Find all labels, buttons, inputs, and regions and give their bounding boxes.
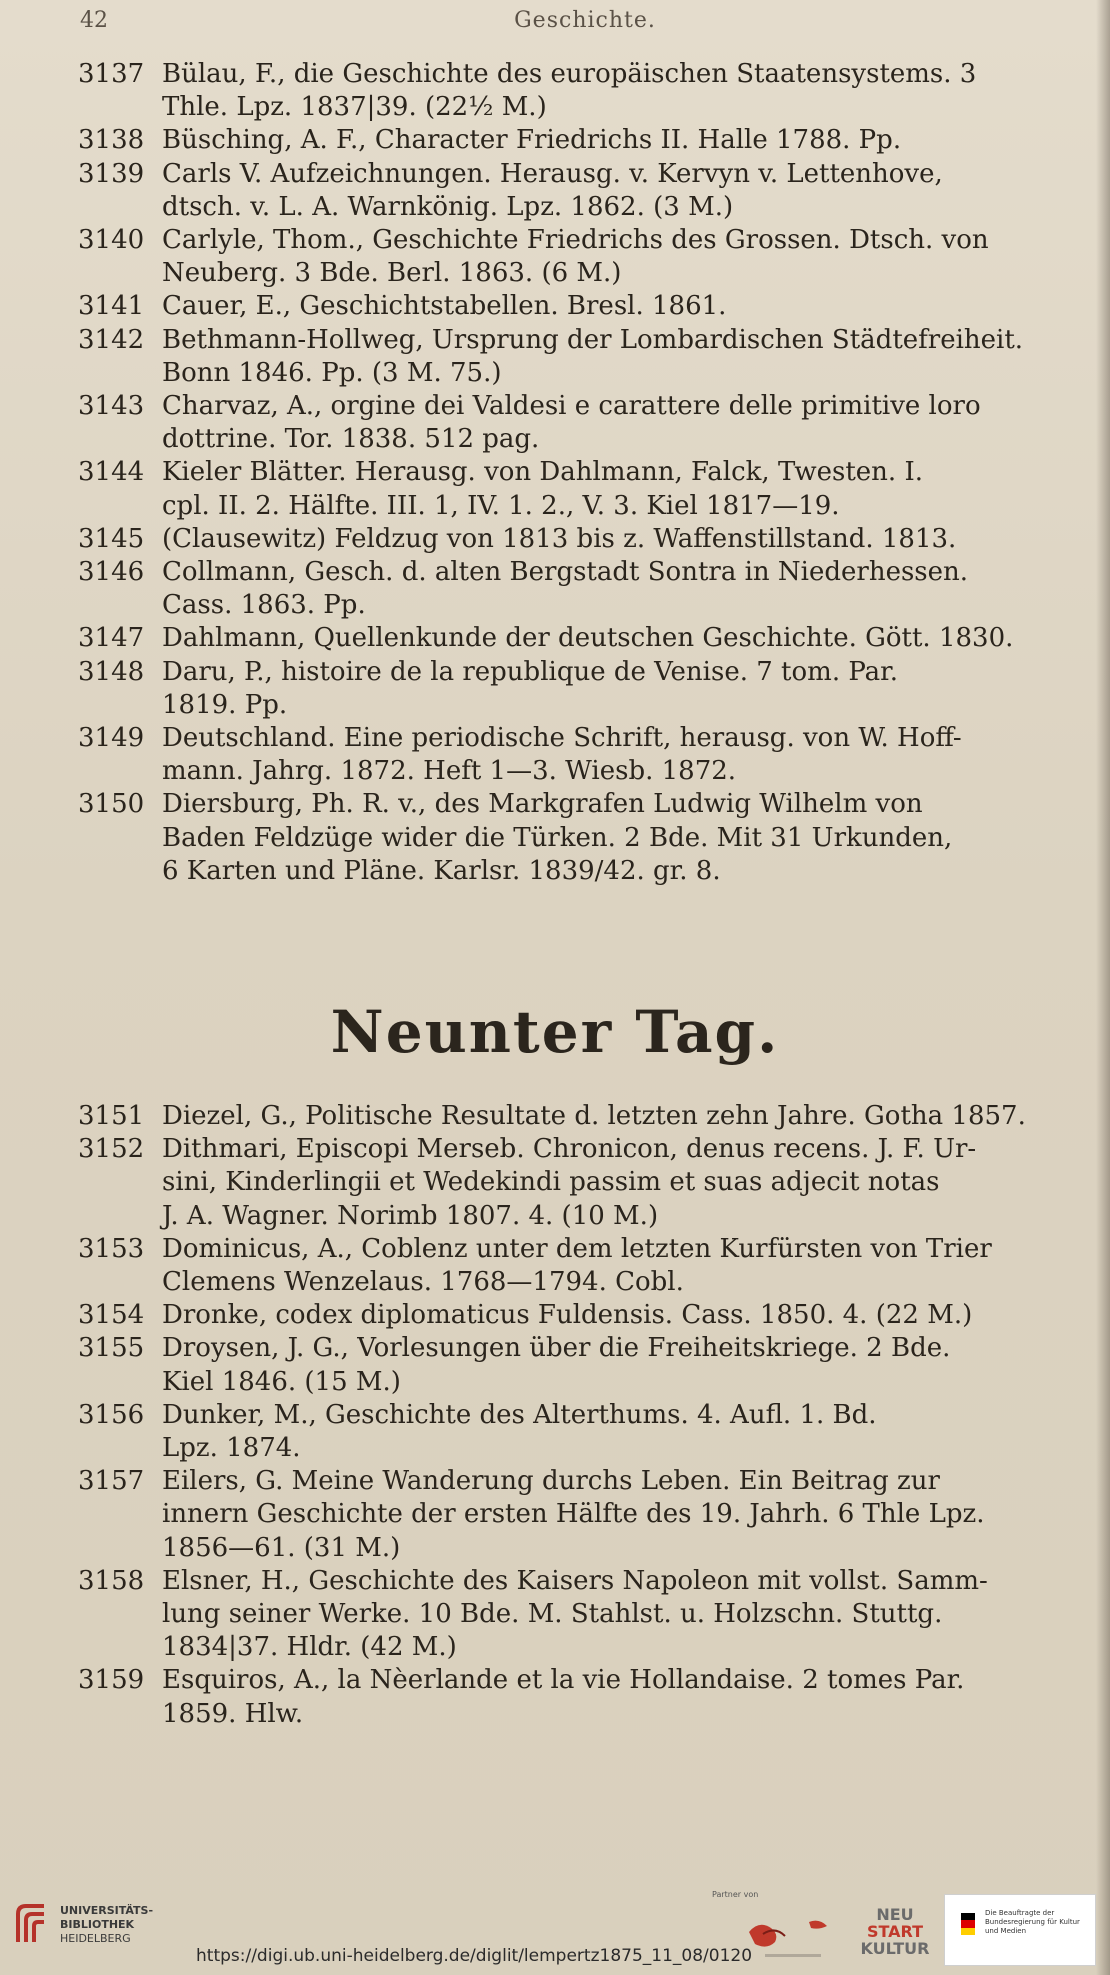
catalog-entry <box>78 1100 1088 1133</box>
german-flag-icon <box>961 1913 975 1935</box>
catalog-entry <box>78 656 1088 722</box>
section-heading: Neunter Tag. <box>330 998 780 1066</box>
entry-text: (Clausewitz) Feldzug von 1813 bis z. Waffenstillstand. 1813. <box>162 523 957 554</box>
entry-text: Carlyle, Thom., Geschichte Friedrichs des Grossen. Dtsch. von Neuberg. 3 Bde. Berl. 1863. (6 M.) <box>162 225 989 289</box>
catalog-entry <box>78 456 1088 522</box>
federal-government-logo <box>944 1894 1096 1966</box>
entry-text: Charvaz, A., orgine dei Valdesi e carattere delle primitive loro dottrine. Tor. 1838. 512 pag. <box>162 391 981 455</box>
entry-number: 3157 <box>78 1466 145 1497</box>
catalog-entry <box>78 722 1088 788</box>
entry-text: Daru, P., histoire de la republique de Venise. 7 tom. Par. 1819. Pp. <box>162 656 899 720</box>
entry-number: 3149 <box>78 723 145 754</box>
entry-number: 3142 <box>78 324 145 355</box>
catalog-entry <box>78 158 1088 224</box>
entry-number: 3137 <box>78 59 145 89</box>
entry-text: Büsching, A. F., Character Friedrichs II. Halle 1788. Pp. <box>162 125 902 156</box>
source-url: https://digi.ub.uni-heidelberg.de/diglit/lempertz1875_11_08/0120 <box>196 1946 753 1966</box>
entry-number: 3159 <box>78 1665 145 1696</box>
catalog-entry <box>78 788 1088 888</box>
catalog-entry <box>78 224 1088 290</box>
catalog-entry <box>78 1299 1088 1332</box>
entry-text: Bülau, F., die Geschichte des europäischen Staatensystems. 3 Thle. Lpz. 1837|39. (22½ M.) <box>162 59 977 123</box>
catalog-entry <box>78 124 1088 157</box>
catalog-entry <box>78 523 1088 556</box>
catalog-entry <box>78 1465 1088 1565</box>
catalog-entry <box>78 622 1088 655</box>
catalog-entry <box>78 58 1088 124</box>
entry-number: 3144 <box>78 457 145 488</box>
entry-number: 3147 <box>78 623 145 654</box>
catalog-entry <box>78 1399 1088 1465</box>
entry-number: 3143 <box>78 391 145 422</box>
entry-number: 3145 <box>78 523 145 554</box>
catalog-entries-part-2 <box>78 1100 1088 1731</box>
entry-text: Bethmann-Hollweg, Ursprung der Lombardischen Städtefreiheit. Bonn 1846. Pp. (3 M. 75.) <box>162 324 1024 388</box>
partner-label: Partner von <box>712 1890 759 1899</box>
entry-text: Diersburg, Ph. R. v., des Markgrafen Ludwig Wilhelm von Baden Feldzüge wider die Türken. 2 Bde. Mit 31 Urkunden, 6 Karten und Pläne. Karlsr. 1839/42. gr. 8. <box>162 789 953 886</box>
entry-text: Droysen, J. G., Vorlesungen über die Freiheitskriege. 2 Bde. Kiel 1846. (15 M.) <box>162 1333 951 1397</box>
entry-number: 3148 <box>78 656 145 687</box>
page-edge-shadow <box>1096 0 1110 1975</box>
catalog-entry <box>78 556 1088 622</box>
entry-text: Dithmari, Episcopi Merseb. Chronicon, denus recens. J. F. Ur- sini, Kinderlingii et Wedekindi passim et suas adjecit notas J. A. Wagner. Norimb 1807. 4. (10 M.) <box>162 1134 977 1231</box>
running-title: Geschichte. <box>514 8 656 33</box>
federal-government-text: Die Beauftragte der Bundesregierung für Kultur und Medien <box>985 1909 1080 1935</box>
page-number: 42 <box>80 8 108 33</box>
entry-number: 3155 <box>78 1333 145 1364</box>
entry-text: Dunker, M., Geschichte des Alterthums. 4. Aufl. 1. Bd. Lpz. 1874. <box>162 1399 877 1464</box>
entry-number: 3141 <box>78 291 145 322</box>
neustart-kultur-logo: NEU START KULTUR <box>860 1905 930 1958</box>
entry-number: 3156 <box>78 1399 145 1430</box>
catalog-entry <box>78 290 1088 323</box>
university-library-logo-icon <box>12 1902 50 1946</box>
catalog-entries-part-1 <box>78 58 1088 888</box>
catalog-entry <box>78 1133 1088 1233</box>
entry-number: 3153 <box>78 1233 145 1264</box>
entry-number: 3146 <box>78 557 145 588</box>
digital-library-bird-icon <box>745 1912 835 1962</box>
entry-text: Dronke, codex diplomaticus Fuldensis. Cass. 1850. 4. (22 M.) <box>162 1300 973 1331</box>
entry-number: 3138 <box>78 125 145 156</box>
catalog-entry <box>78 1664 1088 1730</box>
entry-text: Dominicus, A., Coblenz unter dem letzten Kurfürsten von Trier Clemens Wenzelaus. 1768—1794. Cobl. <box>162 1233 992 1298</box>
entry-text: Carls V. Aufzeichnungen. Herausg. v. Kervyn v. Lettenhove, dtsch. v. L. A. Warnkönig. Lpz. 1862. (3 M.) <box>162 158 943 222</box>
entry-number: 3151 <box>78 1101 145 1131</box>
footer-bar <box>0 1888 1110 1975</box>
catalog-entry <box>78 1233 1088 1299</box>
entry-text: Eilers, G. Meine Wanderung durchs Leben. Ein Beitrag zur innern Geschichte der ersten Hälfte des 19. Jahrh. 6 Thle Lpz. 1856—61. (31 M.) <box>162 1466 985 1563</box>
page-header <box>80 8 1090 38</box>
entry-text: Elsner, H., Geschichte des Kaisers Napoleon mit vollst. Samm- lung seiner Werke. 10 Bde. M. Stahlst. u. Holzschn. Stuttg. 1834|37. Hldr. (42 M.) <box>162 1565 988 1663</box>
entry-text: Kieler Blätter. Herausg. von Dahlmann, Falck, Twesten. I. cpl. II. 2. Hälfte. III. 1, IV. 1. 2., V. 3. Kiel 1817—19. <box>162 457 923 521</box>
catalog-entry <box>78 390 1088 456</box>
entry-number: 3150 <box>78 789 145 820</box>
entry-text: Dahlmann, Quellenkunde der deutschen Geschichte. Gött. 1830. <box>162 623 1014 654</box>
catalog-entry <box>78 1565 1088 1665</box>
entry-number: 3139 <box>78 158 145 189</box>
entry-number: 3154 <box>78 1300 145 1331</box>
entry-text: Cauer, E., Geschichtstabellen. Bresl. 1861. <box>162 291 727 322</box>
catalog-entry <box>78 1332 1088 1398</box>
entry-number: 3152 <box>78 1134 145 1165</box>
university-library-name: UNIVERSITÄTS- BIBLIOTHEK HEIDELBERG <box>60 1904 154 1945</box>
entry-text: Esquiros, A., la Nèerlande et la vie Hollandaise. 2 tomes Par. 1859. Hlw. <box>162 1665 965 1729</box>
entry-number: 3140 <box>78 225 145 256</box>
entry-number: 3158 <box>78 1565 145 1596</box>
entry-text: Deutschland. Eine periodische Schrift, herausg. von W. Hoff- mann. Jahrg. 1872. Heft 1—3. Wiesb. 1872. <box>162 723 962 787</box>
catalog-entry <box>78 324 1088 390</box>
entry-text: Collmann, Gesch. d. alten Bergstadt Sontra in Niederhessen. Cass. 1863. Pp. <box>162 557 969 621</box>
entry-text: Diezel, G., Politische Resultate d. letzten zehn Jahre. Gotha 1857. <box>162 1101 1026 1131</box>
